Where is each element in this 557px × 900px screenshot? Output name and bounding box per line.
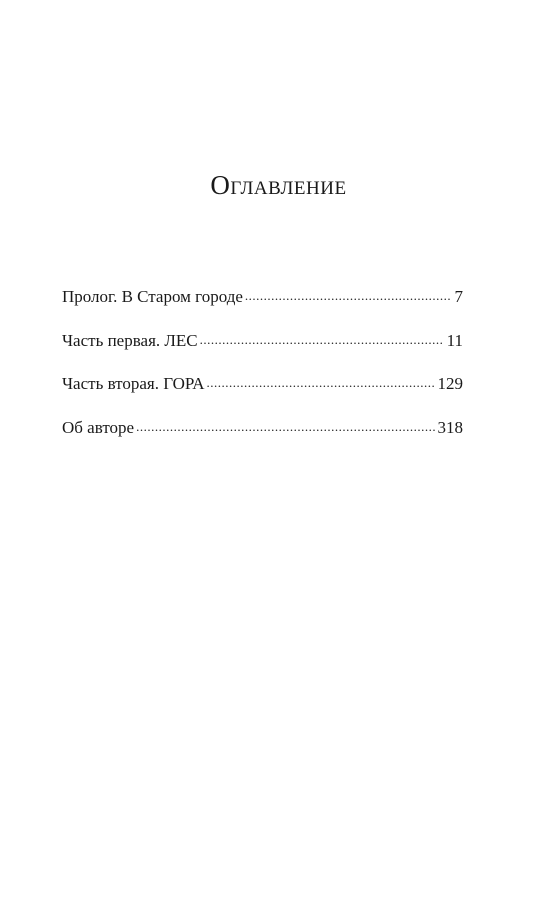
toc-entry-part-one [62,329,463,373]
toc-entry-label: Часть вторая. ГОРА [62,374,205,393]
toc-entry-label: Часть первая. ЛЕС [62,330,198,350]
toc-entry-page-number: 318 [437,417,463,437]
toc-entry-page-number: 7 [454,287,463,306]
dot-leader [200,329,444,346]
dot-leader [206,372,434,389]
toc-entry-page-number: 129 [437,374,463,393]
toc-entry-prologue [62,285,463,329]
toc-entry-label: Пролог. В Старом городе [62,287,243,306]
dot-leader [245,285,452,302]
dot-leader [136,416,434,433]
toc-entry-about-author [62,416,463,460]
toc-list [62,285,463,459]
toc-entry-page-number: 11 [446,330,463,350]
toc-entry-part-two [62,372,463,416]
toc-entry-label: Об авторе [62,417,135,437]
toc-title: Оглавление [210,170,347,200]
